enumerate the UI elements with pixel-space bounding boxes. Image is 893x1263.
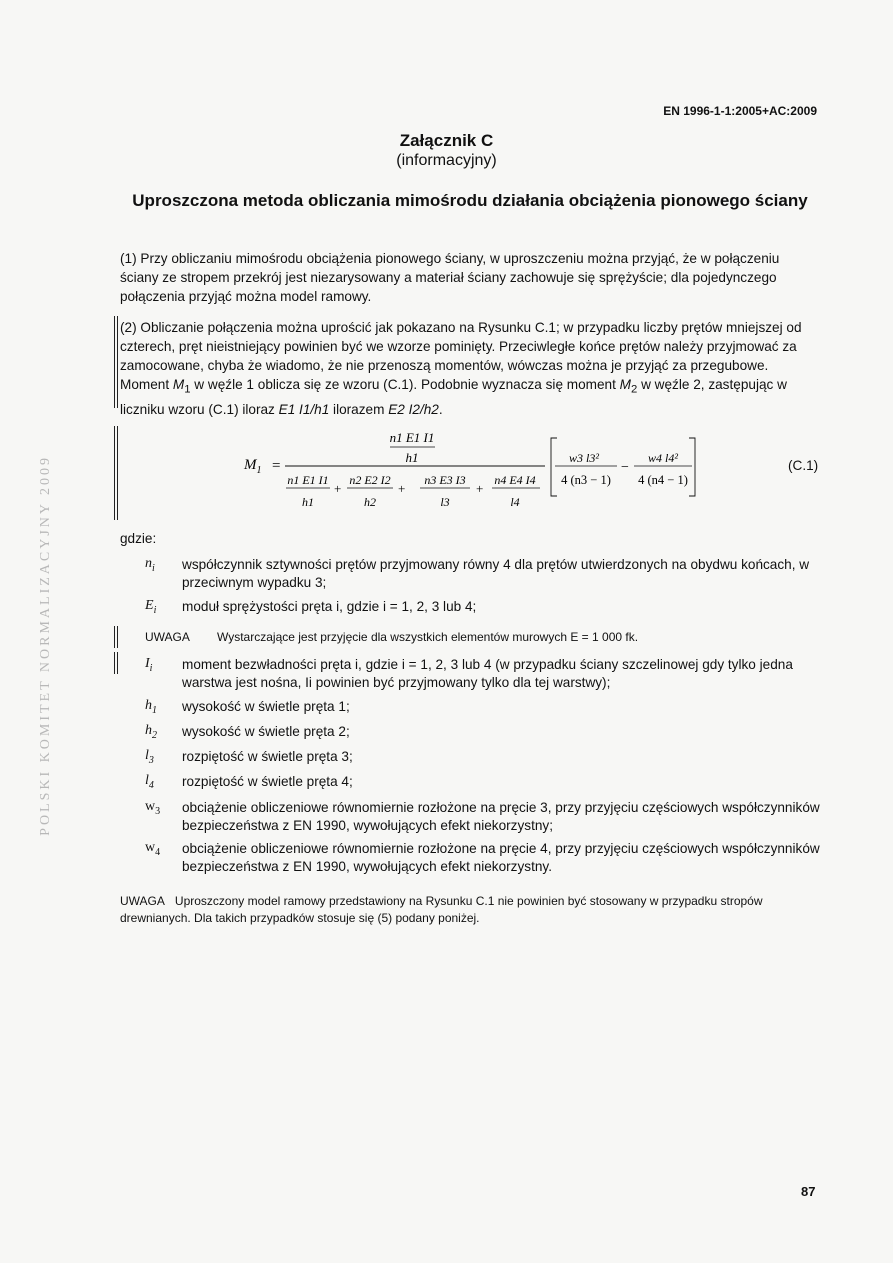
page-number: 87	[801, 1184, 816, 1199]
formula-den-4-top: n4 E4 I4	[494, 473, 536, 487]
main-title: Uproszczona metoda obliczania mimośrodu działania obciążenia pionowego ściany	[132, 191, 808, 210]
formula-num-top: n1 E1 I1	[389, 430, 435, 445]
formula-den-3-bottom: l3	[440, 495, 450, 509]
note-2-text: Uproszczony model ramowy przedstawiony na Rysunku C.1 nie powinien być stosowany w przypadku stropów drewnianych. Dla takich przypadków stosuje się (5) podany poniżej.	[120, 894, 763, 925]
symbol-l4: $l_4$	[145, 773, 154, 791]
svg-text:+: +	[476, 481, 484, 496]
watermark: POLSKI KOMITET NORMALIZACYJNY 2009	[38, 455, 53, 836]
annex-subtitle: (informacyjny)	[396, 152, 497, 169]
symbol-h2: $h_2$	[145, 723, 157, 741]
standard-code: EN 1996-1-1:2005+AC:2009	[663, 104, 817, 118]
where-label: gdzie:	[120, 531, 157, 546]
symbol-l3: $l_3$	[145, 748, 154, 766]
note-2-label: UWAGA	[120, 894, 165, 908]
definition-h2: wysokość w świetle pręta 2;	[182, 724, 350, 739]
formula-den-2-bottom: h2	[364, 495, 376, 509]
symbol-ei: $E_i$	[145, 598, 157, 616]
formula-bracket-1-top: w3 l3²	[569, 451, 599, 465]
change-bar	[114, 626, 118, 648]
definition-l4: rozpiętość w świetle pręta 4;	[182, 774, 353, 789]
right-bracket	[689, 438, 695, 496]
change-bar	[114, 652, 118, 674]
paragraph-1: (1) Przy obliczaniu mimośrodu obciążenia pionowego ściany, w uproszczeniu można przyjąć, że w połączeniu ściany ze stropem przekrój jest niezarysowany a materiał ściany zachowuje się sprężyście; dla pojedynczego połączenia przyjąć można model ramowy.	[120, 251, 780, 304]
formula-den-4-bottom: l4	[510, 495, 520, 509]
formula-bracket-1-bottom: 4 (n3 − 1)	[561, 473, 611, 487]
definition-h1: wysokość w świetle pręta 1;	[182, 699, 350, 714]
formula-c1	[230, 420, 710, 520]
svg-text:+: +	[398, 481, 406, 496]
formula-den-1-bottom: h1	[302, 495, 314, 509]
svg-text:−: −	[621, 460, 629, 475]
formula-bracket-2-top: w4 l4²	[648, 451, 678, 465]
symbol-w3: $w_3$	[145, 799, 161, 817]
annex-title: Załącznik C	[399, 131, 494, 150]
formula-den-3-top: n3 E3 I3	[424, 473, 466, 487]
symbol-ni: $n_i$	[145, 556, 155, 574]
definition-ei: moduł sprężystości pręta i, gdzie i = 1, 2, 3 lub 4;	[182, 599, 477, 614]
equation-number: (C.1)	[788, 458, 819, 473]
formula-den-1-top: n1 E1 I1	[287, 473, 329, 487]
formula-equals: =	[272, 458, 281, 474]
definition-w3: obciążenie obliczeniowe równomiernie rozłożone na pręcie 3, przy przyjęciu częściowych współczynników bezpieczeństwa z EN 1990, wywołujących efekt niekorzystny;	[182, 800, 820, 833]
definition-ii: moment bezwładności pręta i, gdzie i = 1, 2, 3 lub 4 (w przypadku ściany szczelinowej gdy tylko jedna warstwa jest nośna, Ii powinien być przyjmowany tylko dla tej warstwy);	[182, 657, 793, 690]
formula-num-bottom: h1	[405, 450, 419, 465]
paragraph-2: (2) Obliczanie połączenia można uprościć jak pokazano na Rysunku C.1; w przypadku liczby prętów mniejszej od czterech, pręt nieistniejący powinien być we wzorze pominięty. Przeciwległe końce prętów należy przyjmować za zamocowane, chyba że wiadomo, że nie przenoszą momentów, wówczas można je przyjąć za przegubowe. Moment $M_1$ w węźle 1 oblicza się ze wzoru (C.1). Podobnie wyznacza się moment $M_2$ w węźle 2, zastępując w liczniku wzoru (C.1) iloraz E1 I1/h1 ilorazem E2 I2/h2.	[120, 320, 802, 417]
change-bar	[114, 426, 118, 520]
definition-w4: obciążenie obliczeniowe równomiernie rozłożone na pręcie 4, przy przyjęciu częściowych współczynników bezpieczeństwa z EN 1990, wywołujących efekt niekorzystny.	[182, 841, 820, 874]
change-bar	[114, 316, 118, 408]
note-1-label: UWAGA	[145, 630, 190, 644]
svg-text:+: +	[334, 481, 342, 496]
left-bracket	[551, 438, 557, 496]
definition-l3: rozpiętość w świetle pręta 3;	[182, 749, 353, 764]
symbol-ii: $I_i$	[145, 656, 153, 674]
formula-lhs: $M_1$	[244, 457, 262, 476]
formula-bracket-2-bottom: 4 (n4 − 1)	[638, 473, 688, 487]
definition-ni: współczynnik sztywności prętów przyjmowany równy 4 dla prętów utwierdzonych na obydwu końcach, w przeciwnym wypadku 3;	[182, 557, 810, 590]
symbol-h1: $h_1$	[145, 698, 157, 716]
formula-den-2-top: n2 E2 I2	[349, 473, 391, 487]
note-2	[120, 893, 825, 927]
symbol-w4: $w_4$	[145, 840, 161, 858]
note-1-text: Wystarczające jest przyjęcie dla wszystkich elementów murowych E = 1 000 fk.	[217, 630, 639, 644]
